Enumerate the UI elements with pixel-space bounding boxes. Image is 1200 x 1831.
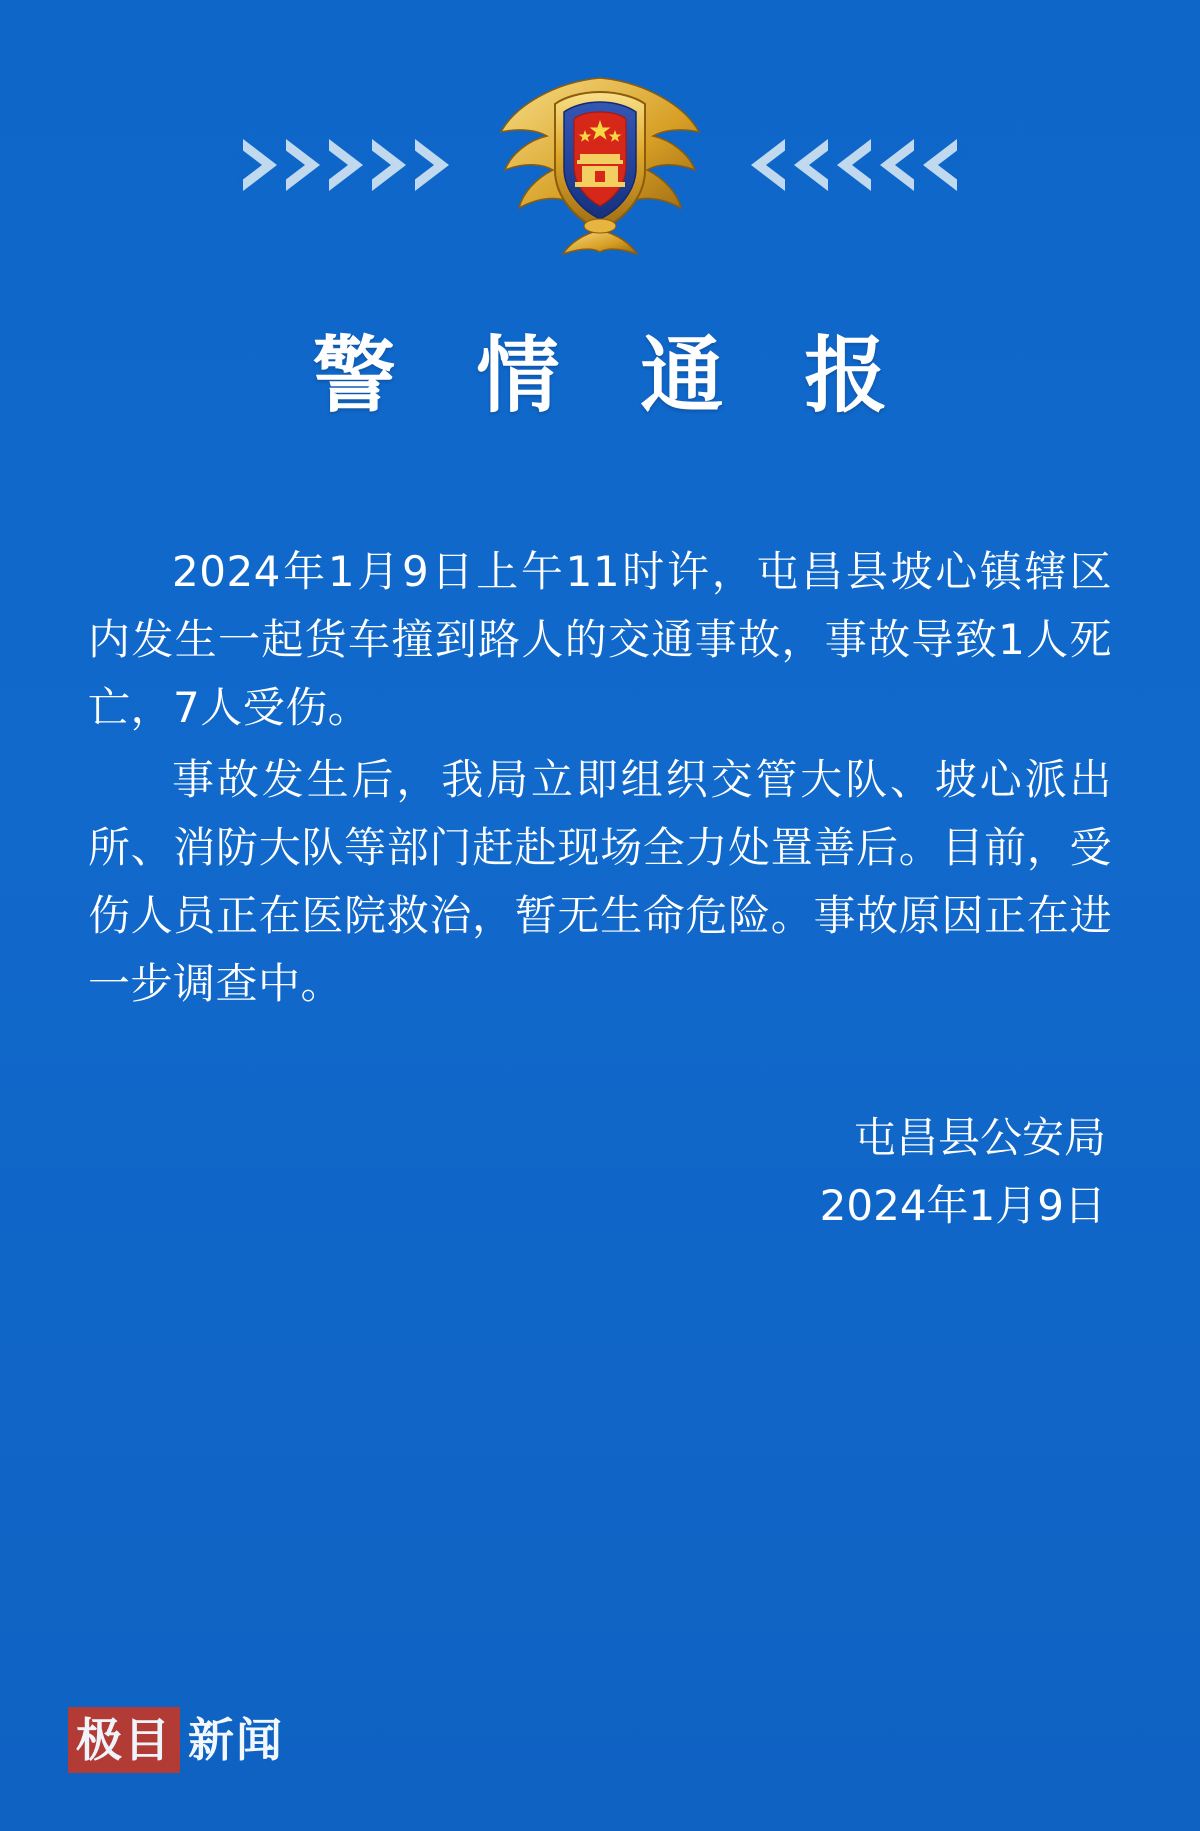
chevron-left-icon (794, 139, 828, 191)
page-title: 警 情 通 报 (312, 327, 914, 424)
signature-block (88, 1104, 1112, 1240)
news-watermark-logo (68, 1707, 284, 1773)
chevron-left-icon (837, 139, 871, 191)
watermark-label: 新闻 (188, 1713, 284, 1767)
chevron-right-icon (243, 139, 277, 191)
body-paragraph: 事故发生后，我局立即组织交管大队、坡心派出所、消防大队等部门赶赴现场全力处置善后。目前，受伤人员正在医院救治，暂无生命危险。事故原因正在进一步调查中。 (88, 755, 1112, 1009)
body-paragraph: 2024年1月9日上午11时许，屯昌县坡心镇辖区内发生一起货车撞到路人的交通事故，事故导致1人死亡，7人受伤。 (88, 547, 1112, 733)
signature-date: 2024年1月9日 (819, 1181, 1106, 1231)
watermark-mark: 极目 (68, 1707, 180, 1773)
notice-body (88, 538, 1112, 1240)
header-band (0, 0, 1200, 330)
chevron-left-icon (880, 139, 914, 191)
chevron-right-icon (286, 139, 320, 191)
left-chevron-decoration (243, 139, 449, 191)
chevron-left-icon (923, 139, 957, 191)
signature-organization: 屯昌县公安局 (853, 1113, 1106, 1163)
chevron-right-icon (372, 139, 406, 191)
police-badge-icon (485, 58, 715, 273)
right-chevron-decoration (751, 139, 957, 191)
chevron-right-icon (415, 139, 449, 191)
chevron-right-icon (329, 139, 363, 191)
chevron-left-icon (751, 139, 785, 191)
